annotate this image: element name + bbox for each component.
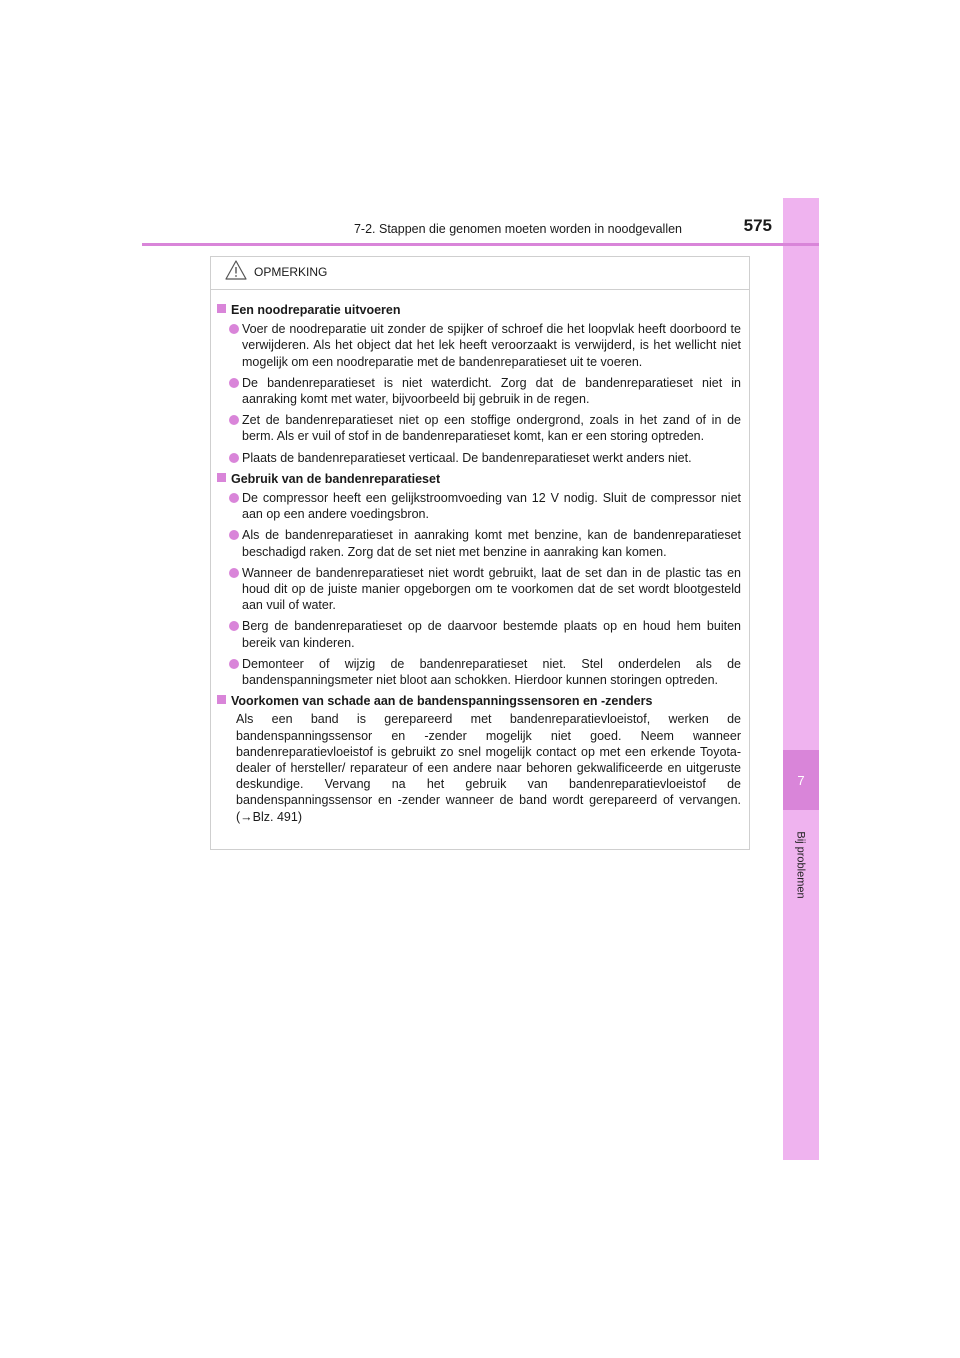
circle-bullet-icon <box>229 324 239 334</box>
chapter-title: Bij problemen <box>795 831 808 899</box>
circle-bullet-icon <box>229 530 239 540</box>
chapter-number-box <box>783 750 819 810</box>
circle-bullet-icon <box>229 493 239 503</box>
list-item <box>217 450 741 466</box>
list-item <box>217 490 741 522</box>
circle-bullet-icon <box>229 453 239 463</box>
section-title <box>217 302 741 318</box>
square-bullet-icon <box>217 695 226 704</box>
chapter-number: 7 <box>797 772 805 788</box>
section-title <box>217 693 741 709</box>
chapter-title-tab <box>783 810 819 920</box>
circle-bullet-icon <box>229 659 239 669</box>
list-item-text: Als de bandenreparatieset in aanraking komt met benzine, kan de bandenreparatieset beschadigd raken. Zorg dat de set niet met benzine in aanraking kan komen. <box>242 528 741 559</box>
list-item <box>217 618 741 650</box>
list-item-text: Berg de bandenreparatieset op de daarvoor bestemde plaats op en houd hem buiten bereik van kinderen. <box>242 619 741 650</box>
list-item <box>217 656 741 688</box>
section-title-text: Een noodreparatie uitvoeren <box>231 303 401 317</box>
circle-bullet-icon <box>229 415 239 425</box>
list-item-text: De compressor heeft een gelijkstroomvoeding van 12 V nodig. Sluit de compressor niet aan op een andere voedingsbron. <box>242 491 741 522</box>
list-item <box>217 375 741 407</box>
list-item <box>217 321 741 370</box>
list-item-text: Wanneer de bandenreparatieset niet wordt gebruikt, laat de set dan in de plastic tas en houd dit op de juiste manier opgeborgen om te voorkomen dat de set wordt blootgesteld aan vuil of water. <box>242 565 741 613</box>
section-title <box>217 471 741 487</box>
header-rule <box>142 243 819 246</box>
list-item <box>217 412 741 444</box>
circle-bullet-icon <box>229 621 239 631</box>
square-bullet-icon <box>217 473 226 482</box>
section-header-title: 7-2. Stappen die genomen moeten worden in noodgevallen <box>353 222 682 236</box>
note-label: OPMERKING <box>254 265 328 279</box>
circle-bullet-icon <box>229 568 239 578</box>
section-title-text: Gebruik van de bandenreparatieset <box>231 471 441 486</box>
warning-triangle-icon <box>225 260 247 280</box>
chapter-side-tab <box>783 198 819 1160</box>
section-title-text: Voorkomen van schade aan de bandenspanningssensoren en -zenders <box>231 694 653 709</box>
note-body <box>211 290 749 825</box>
list-item-text: Demonteer of wijzig de bandenreparatieset niet. Stel onderdelen als de bandenspanningsmeter niet bloot aan schokken. Hierdoor kunnen storingen optreden. <box>242 656 741 688</box>
list-item <box>217 527 741 559</box>
note-box <box>210 256 750 850</box>
list-item-text: De bandenreparatieset is niet waterdicht. Zorg dat de bandenreparatieset niet in aanraking komt met water, bijvoorbeeld bij gebruik in de regen. <box>242 375 741 407</box>
list-item <box>217 565 741 614</box>
list-item-text: Voer de noodreparatie uit zonder de spijker of schroef die het loopvlak heeft doorboord te verwijderen. Als het object dat het lek heeft veroorzaakt is verwijderd, is het wellicht niet mogelijk om een noodreparatie met de bandenreparatieset uit te voeren. <box>242 322 741 369</box>
section-paragraph: Als een band is gerepareerd met bandenreparatievloeistof, werken de bandenspanningssensor en -zender mogelijk niet goed. Neem wanneer bandenreparatievloeistof is gebruikt zo snel mogelijk contact op met een erkende Toyota-dealer of hersteller/ reparateur of een andere naar behoren gekwalificeerde en uitgeruste deskundige. Vervang na het gebruik van bandenreparatievloeistof de bandenspanningssensor en -zender wanneer de band wordt gerepareerd of vervangen. (→Blz. 491) <box>236 712 741 824</box>
square-bullet-icon <box>217 304 226 313</box>
circle-bullet-icon <box>229 378 239 388</box>
note-header <box>211 257 749 290</box>
list-item-text: Plaats de bandenreparatieset verticaal. De bandenreparatieset werkt anders niet. <box>242 450 692 465</box>
page-number: 575 <box>743 216 772 235</box>
list-item-text: Zet de bandenreparatieset niet op een stoffige ondergrond, zoals in het zand of in de berm. Als er vuil of stof in de bandenreparatieset komt, kan er een storing optreden. <box>242 413 741 444</box>
